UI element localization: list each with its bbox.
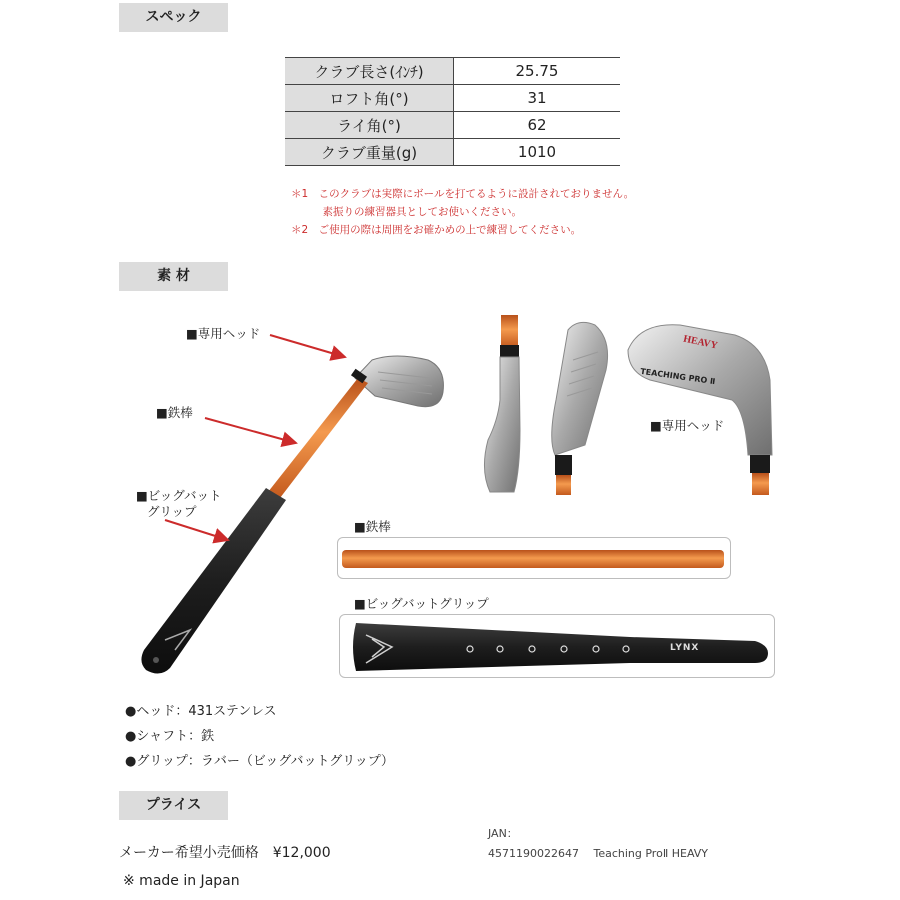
material-shaft: ●シャフト：鉄 <box>125 729 215 744</box>
spec-value: 62 <box>454 112 621 139</box>
section-price-tag: プライス <box>119 791 228 820</box>
grip-brand-text: LYNX <box>670 643 700 653</box>
spec-value: 25.75 <box>454 58 621 85</box>
spec-label: クラブ重量(g) <box>285 139 454 166</box>
shaft-photo-frame <box>337 537 731 579</box>
label-grip-2: グリップ <box>147 504 197 519</box>
jan-label: JAN： <box>488 827 518 840</box>
head-side-photo <box>484 315 520 492</box>
shaft-bar <box>342 550 724 568</box>
label-head: ■専用ヘッド <box>186 326 261 341</box>
label-grip-photo: ■ビッグバットグリップ <box>354 596 489 611</box>
note-1-cont: 素振りの練習器具としてお使いください。 <box>291 206 522 218</box>
spec-label: ロフト角(°) <box>285 85 454 112</box>
jan-value: 4571190022647 Teaching ProⅡ HEAVY <box>488 847 709 860</box>
grip-bar <box>340 615 774 677</box>
grip-photo-frame <box>339 614 775 678</box>
section-spec-tag: スペック <box>119 3 228 32</box>
spec-label: クラブ長さ(ｲﾝﾁ) <box>285 58 454 85</box>
head-brand-text: HEAVY <box>682 333 719 352</box>
section-material-tag: 素 材 <box>119 262 228 291</box>
label-grip-1: ■ビッグバット <box>136 488 222 503</box>
label-head-photo: ■専用ヘッド <box>650 418 725 433</box>
material-head: ●ヘッド：431ステンレス <box>125 704 277 719</box>
club-shaft <box>268 378 368 498</box>
head-face-photo <box>552 322 608 495</box>
note-2: ＊2 ご使用の際は周囲をお確かめの上で練習してください。 <box>291 224 582 236</box>
head-back-photo <box>628 325 772 495</box>
club-head <box>355 356 443 407</box>
head-model-text: TEACHING PRO Ⅱ <box>639 366 716 387</box>
spec-value: 1010 <box>454 139 621 166</box>
note-1: ＊1 このクラブは実際にボールを打てるように設計されておりません。 <box>291 188 635 200</box>
material-grip: ●グリップ：ラバー（ビッグバットグリップ） <box>125 754 394 769</box>
price-line: メーカー希望小売価格 ¥12,000 <box>119 845 331 861</box>
made-in-text: ※ made in Japan <box>123 873 240 889</box>
spec-label: ライ角(°) <box>285 112 454 139</box>
label-shaft-photo: ■鉄棒 <box>354 519 391 534</box>
spec-value: 31 <box>454 85 621 112</box>
label-shaft: ■鉄棒 <box>156 405 193 420</box>
